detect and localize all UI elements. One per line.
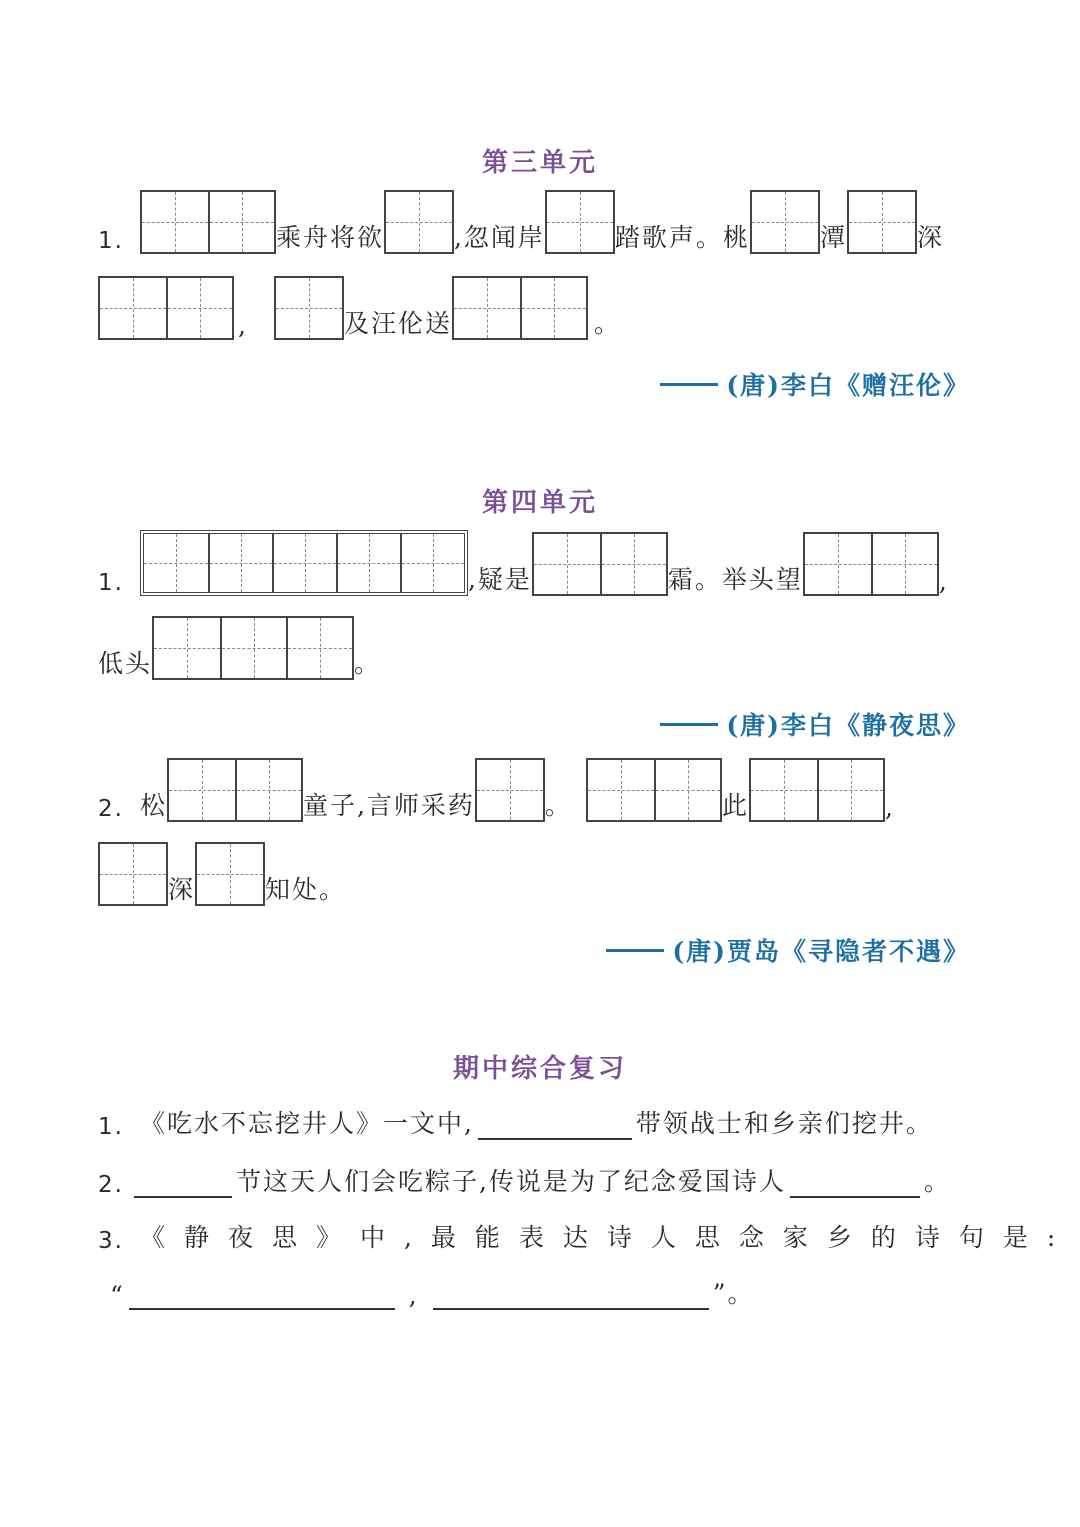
poem-text: 低头 bbox=[98, 649, 153, 678]
unit3-q1-line2 bbox=[98, 276, 621, 340]
question-text: 《吃水不忘挖井人》一文中, bbox=[139, 1109, 474, 1138]
unit4-q2-line2 bbox=[98, 842, 346, 906]
open-quote: “ bbox=[110, 1281, 125, 1310]
question-number: 2. bbox=[98, 1172, 124, 1198]
unit4-q2-line1 bbox=[98, 758, 895, 822]
answer-grid-2[interactable] bbox=[803, 532, 939, 596]
poem-text: 及汪伦送 bbox=[343, 309, 452, 338]
answer-blank[interactable] bbox=[433, 1284, 709, 1310]
citation-text: (唐)李白《赠汪伦》 bbox=[726, 371, 970, 400]
poem-text: 深 bbox=[168, 875, 196, 904]
citation-text: (唐)贾岛《寻隐者不遇》 bbox=[672, 937, 970, 966]
answer-grid-1[interactable] bbox=[195, 842, 265, 906]
answer-grid-1[interactable] bbox=[384, 190, 454, 254]
poem-text: 松 bbox=[139, 791, 167, 820]
citation-dash bbox=[660, 383, 718, 386]
question-number: 1. bbox=[98, 1114, 124, 1140]
poem-text: 。 bbox=[354, 649, 382, 678]
question-number: 2. bbox=[98, 796, 124, 822]
answer-grid-1[interactable] bbox=[847, 190, 917, 254]
poem-text: , bbox=[884, 793, 895, 822]
midterm-q3-line1 bbox=[98, 1218, 1074, 1254]
poem-text: 潭 bbox=[819, 223, 847, 252]
answer-blank[interactable] bbox=[129, 1284, 395, 1310]
poem-text: 霜。举头望 bbox=[667, 565, 803, 594]
unit4-citation-1 bbox=[660, 706, 970, 742]
poem-text: , bbox=[938, 567, 949, 596]
question-number: 1. bbox=[98, 570, 124, 596]
unit3-q1-line1 bbox=[98, 190, 944, 254]
answer-grid-2[interactable] bbox=[532, 532, 668, 596]
unit4-citation-2 bbox=[606, 932, 970, 968]
poem-text: 知处。 bbox=[265, 875, 347, 904]
answer-grid-1[interactable] bbox=[274, 276, 344, 340]
citation-dash bbox=[606, 949, 664, 952]
poem-text: 此 bbox=[721, 791, 749, 820]
midterm-q2 bbox=[98, 1162, 951, 1198]
question-text: 。 bbox=[923, 1167, 951, 1196]
midterm-q1 bbox=[98, 1104, 933, 1140]
unit4-q1-line1 bbox=[98, 530, 949, 596]
answer-grid-2[interactable] bbox=[140, 190, 276, 254]
unit4-q1-line2 bbox=[98, 616, 381, 680]
answer-grid-5[interactable] bbox=[140, 530, 468, 596]
poem-text: , bbox=[238, 311, 248, 340]
answer-grid-2[interactable] bbox=[98, 276, 234, 340]
answer-blank[interactable] bbox=[790, 1172, 920, 1198]
question-number: 1. bbox=[98, 228, 124, 254]
citation-dash bbox=[660, 723, 718, 726]
answer-grid-1[interactable] bbox=[98, 842, 168, 906]
poem-text: 。 bbox=[593, 309, 621, 338]
poem-text: 乘舟将欲 bbox=[275, 223, 384, 252]
close-quote: ”。 bbox=[712, 1279, 755, 1308]
unit3-citation bbox=[660, 366, 970, 402]
question-text: 节这天人们会吃粽子,传说是为了纪念爱国诗人 bbox=[235, 1167, 786, 1196]
answer-blank[interactable] bbox=[134, 1172, 232, 1198]
answer-grid-2[interactable] bbox=[452, 276, 588, 340]
question-text: 带领战士和乡亲们挖井。 bbox=[635, 1109, 933, 1138]
answer-grid-3[interactable] bbox=[152, 616, 354, 680]
unit3-title: 第三单元 bbox=[481, 148, 598, 178]
poem-text: ,疑是 bbox=[467, 565, 532, 594]
midterm-title: 期中综合复习 bbox=[452, 1054, 627, 1084]
question-number: 3. bbox=[98, 1228, 124, 1254]
poem-text: 踏歌声。桃 bbox=[614, 223, 750, 252]
question-text: 《静夜思》中,最能表达诗人思念家乡的诗句是: bbox=[139, 1223, 1075, 1252]
comma: , bbox=[408, 1281, 419, 1310]
answer-grid-2[interactable] bbox=[167, 758, 303, 822]
unit4-title: 第四单元 bbox=[481, 488, 598, 518]
poem-text: 。 bbox=[544, 791, 572, 820]
answer-grid-1[interactable] bbox=[545, 190, 615, 254]
poem-text: 深 bbox=[916, 223, 944, 252]
answer-grid-1[interactable] bbox=[750, 190, 820, 254]
poem-text: 童子,言师采药 bbox=[302, 791, 475, 820]
answer-blank[interactable] bbox=[478, 1114, 632, 1140]
answer-grid-1[interactable] bbox=[475, 758, 545, 822]
citation-text: (唐)李白《静夜思》 bbox=[726, 711, 970, 740]
answer-grid-2[interactable] bbox=[749, 758, 885, 822]
poem-text: ,忽闻岸 bbox=[453, 223, 545, 252]
midterm-q3-line2 bbox=[110, 1274, 755, 1310]
answer-grid-2[interactable] bbox=[586, 758, 722, 822]
